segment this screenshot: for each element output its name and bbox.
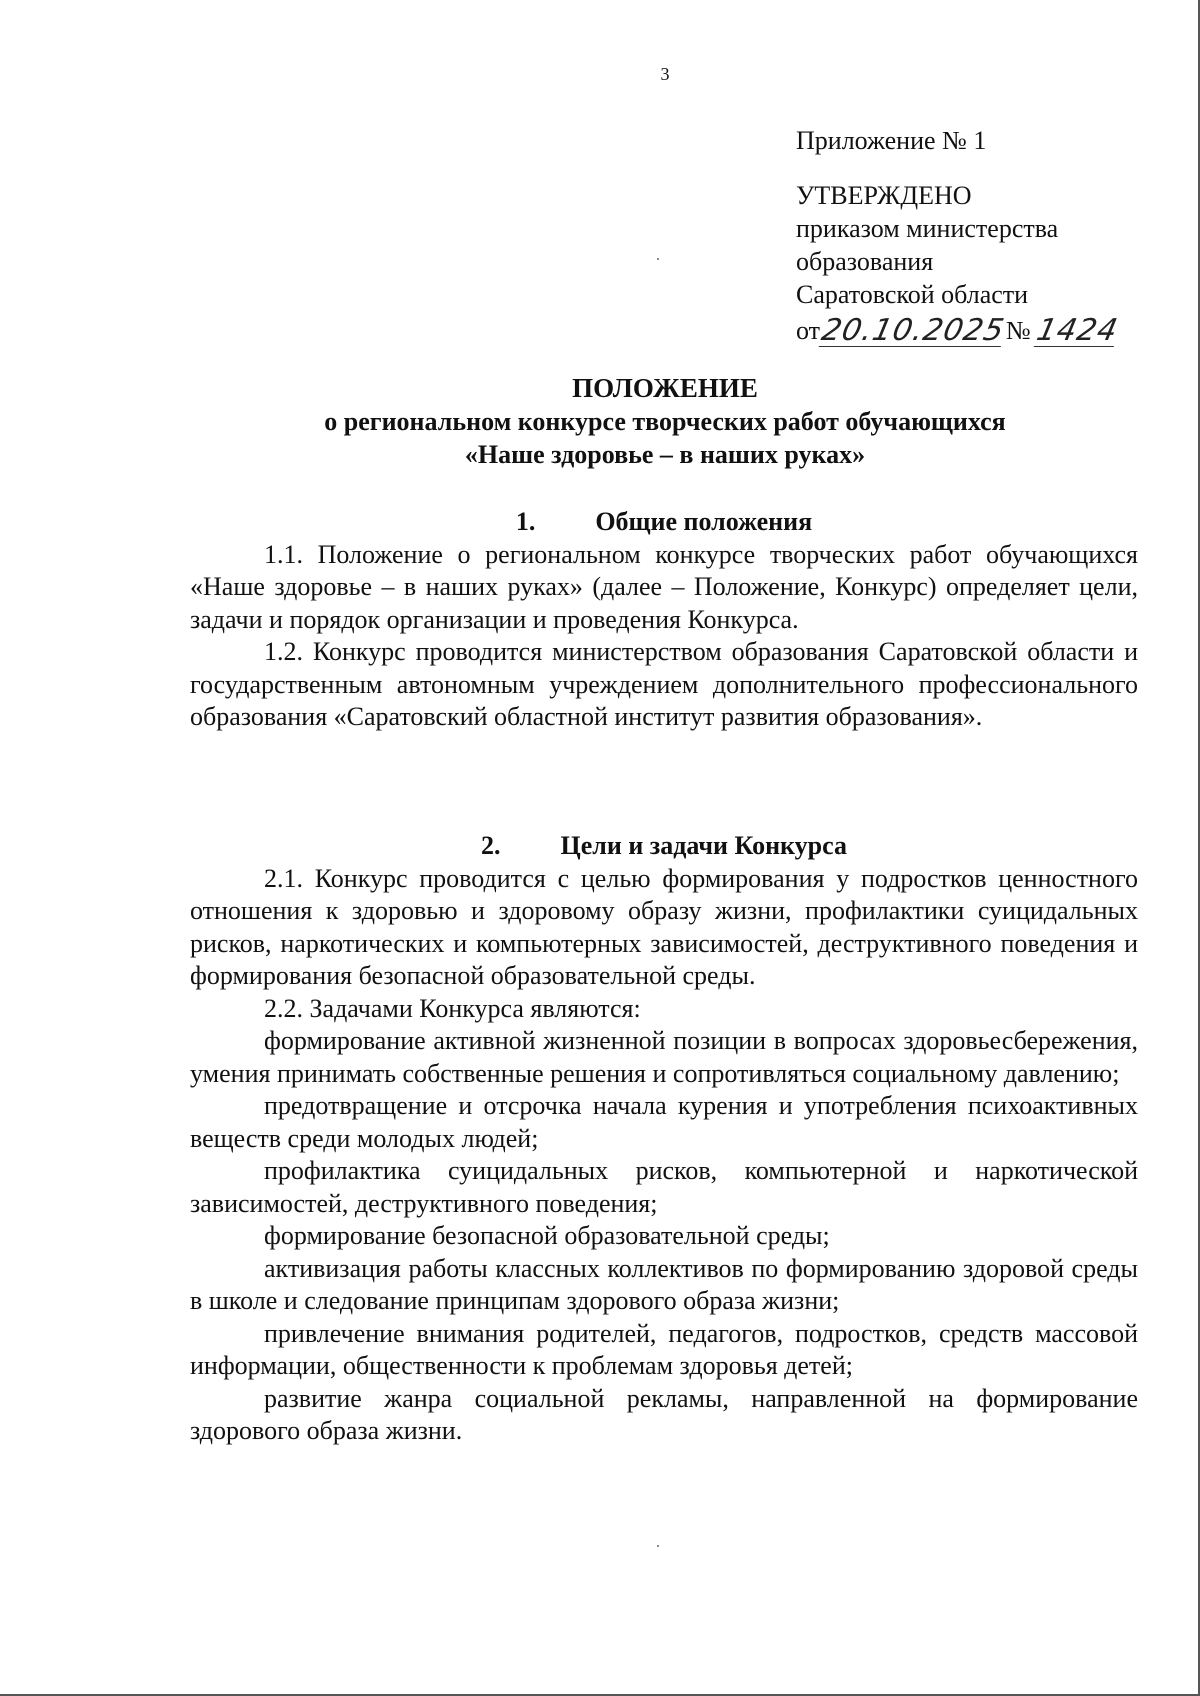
appendix-label: Приложение № 1 [796,126,987,155]
task-item: развитие жанра социальной рекламы, направленной на формирование здорового образа жизни. [190,1383,1138,1445]
paragraph-2-1: 2.1. Конкурс проводится с целью формирования у подростков ценностного отношения к здоровью и здоровому образу жизни, профилактики суицидальных рисков, наркотических и компьютерных зависимостей, деструктивного поведения и формирования безопасной образовательной среды. [190,863,1138,990]
handwritten-date: 20.10.2025 [818,313,1008,348]
approval-block [796,124,1121,348]
section-2-number: 2. [481,831,501,860]
section-1-number: 1. [515,507,536,536]
task-item: активизация работы классных коллективов по формированию здоровой среды в школе и следование принципам здорового образа жизни; [190,1253,1138,1315]
approval-line-1: приказом министерства [796,214,1059,243]
order-date-number [796,311,1121,348]
approval-line-3: Саратовской области [796,280,1029,309]
number-sign: № [1005,316,1031,345]
task-item: формирование активной жизненной позиции в вопросах здоровьесбережения, умения принимать собственные решения и сопротивляться социальному давлению; [190,1026,1138,1088]
title-line-1: ПОЛОЖЕНИЕ [572,373,758,403]
section-2-title: Цели и задачи Конкурса [560,831,847,860]
task-item: предотвращение и отсрочка начала курения и употребления психоактивных веществ среди молодых людей; [190,1091,1138,1153]
handwritten-order-number: 1424 [1033,313,1121,348]
paragraph-1-2: 1.2. Конкурс проводится министерством образования Саратовской области и государственным автономным учреждением дополнительного профессионального образования «Саратовский областной институт развития образования». [190,637,1138,731]
scan-speck [657,1545,659,1547]
section-1-heading [190,506,1138,539]
title-line-3: «Наше здоровье – в наших руках» [464,440,866,469]
section-1 [190,506,1138,734]
task-item: профилактика суицидальных рисков, компьютерной и наркотической зависимостей, деструктивного поведения; [190,1156,1138,1218]
task-item: формирование безопасной образовательной среды; [264,1221,830,1250]
section-1-title: Общие положения [595,507,813,536]
paragraph-1-1: 1.1. Положение о региональном конкурсе творческих работ обучающихся «Наше здоровье – в наших руках» (далее – Положение, Конкурс) определяет цели, задачи и порядок организации и проведения Конкурса. [190,539,1138,634]
page-number: 3 [660,64,670,84]
paragraph-2-2: 2.2. Задачами Конкурса являются: [264,993,641,1023]
section-2 [190,830,1138,1448]
task-item: привлечение внимания родителей, педагогов, подростков, средств массовой информации, общественности к проблемам здоровья детей; [190,1318,1138,1380]
title-line-2: о региональном конкурсе творческих работ обучающихся [324,407,1006,436]
document-title [190,372,1140,471]
approved-label: УТВЕРЖДЕНО [796,181,972,210]
section-2-heading [190,830,1138,863]
approval-line-2: образования [796,247,934,276]
scan-speck [657,258,659,260]
date-prefix: от [796,316,821,345]
